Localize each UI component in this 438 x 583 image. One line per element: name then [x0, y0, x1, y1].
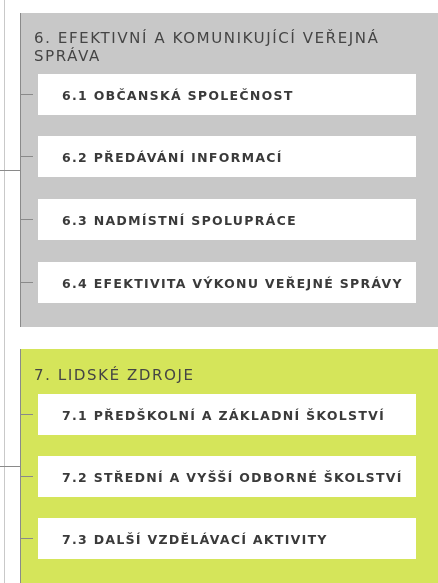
section-7-title: 7. LIDSKÉ ZDROJE — [34, 366, 195, 384]
section-6-connector — [0, 170, 20, 171]
item-label: 6.2 PŘEDÁVÁNÍ INFORMACÍ — [62, 150, 283, 165]
tree-rail-line — [4, 0, 5, 583]
item-label: 7.2 STŘEDNÍ A VYŠŠÍ ODBORNÉ ŠKOLSTVÍ — [62, 470, 403, 485]
item-label: 7.3 DALŠÍ VZDĚLÁVACÍ AKTIVITY — [62, 532, 328, 547]
item-6-4[interactable] — [38, 262, 416, 303]
item-6-1[interactable] — [38, 74, 416, 115]
section-7-panel — [20, 349, 438, 583]
item-label: 7.1 PŘEDŠKOLNÍ A ZÁKLADNÍ ŠKOLSTVÍ — [62, 408, 386, 423]
item-7-3[interactable] — [38, 518, 416, 559]
item-7-2[interactable] — [38, 456, 416, 497]
item-7-1[interactable] — [38, 394, 416, 435]
item-6-2[interactable] — [38, 136, 416, 177]
section-7-connector — [0, 466, 20, 467]
item-label: 6.1 OBČANSKÁ SPOLEČNOST — [62, 88, 294, 103]
item-label: 6.3 NADMÍSTNÍ SPOLUPRÁCE — [62, 213, 297, 228]
item-6-3[interactable] — [38, 199, 416, 240]
section-6-title: 6. EFEKTIVNÍ A KOMUNIKUJÍCÍ VEŘEJNÁ SPRÁVA — [34, 29, 380, 65]
item-label: 6.4 EFEKTIVITA VÝKONU VEŘEJNÉ SPRÁVY — [62, 276, 403, 291]
section-6-panel — [20, 13, 438, 327]
